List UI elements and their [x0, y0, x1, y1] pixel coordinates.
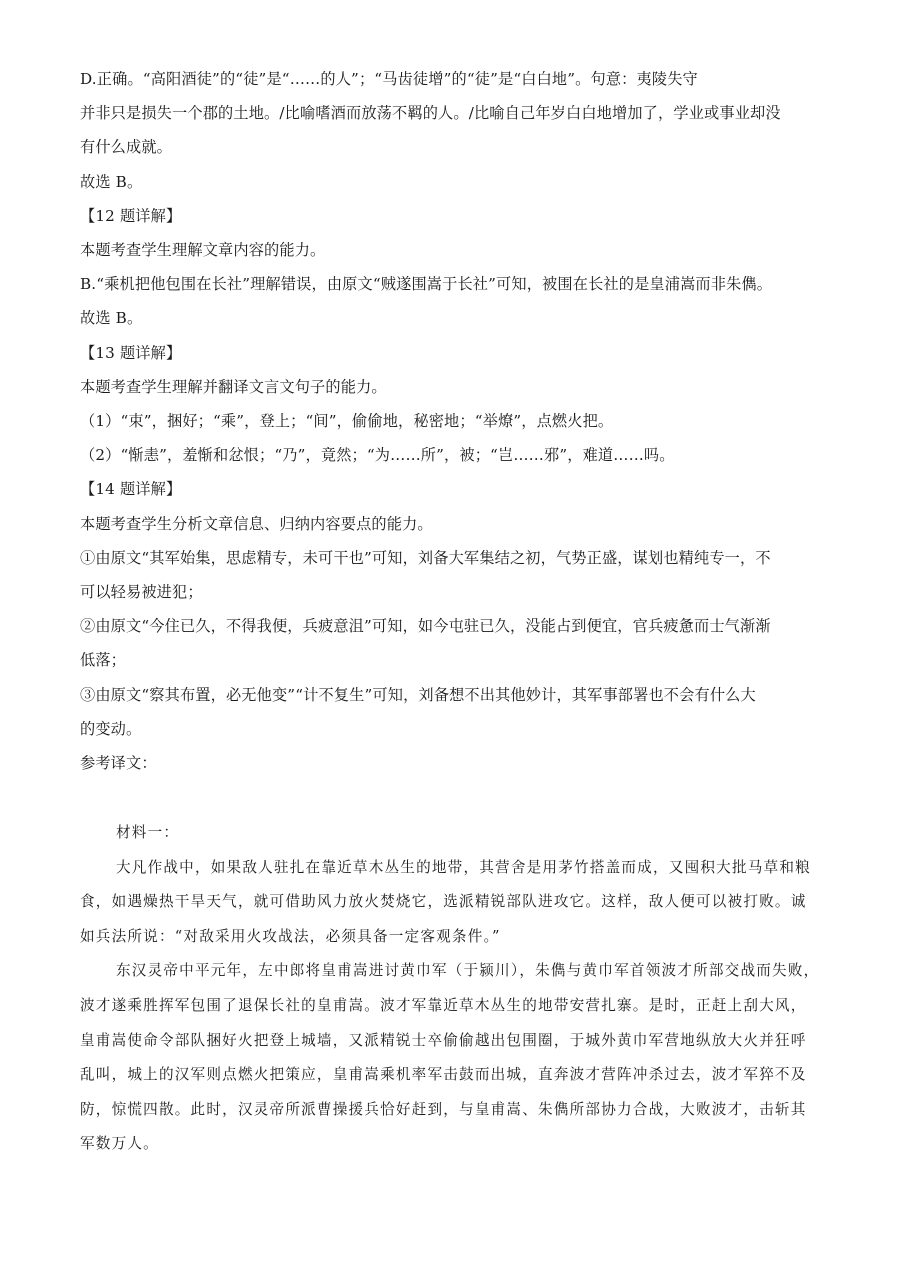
- text-line: 本题考查学生理解文章内容的能力。: [80, 241, 326, 260]
- text-line: 低落；: [80, 651, 127, 670]
- text-line: 本题考查学生分析文章信息、归纳内容要点的能力。: [80, 514, 433, 533]
- text-line: ②由原文“今住已久，不得我便，兵疲意沮”可知，如今屯驻已久，没能占到便宜，官兵疲惫而士气渐渐: [80, 617, 771, 636]
- text-line: 并非只是损失一个郡的土地。/比喻嗜酒而放荡不羁的人。/比喻自己年岁白白地增加了，学业或事业却没: [80, 104, 781, 123]
- translation-line: 大凡作战中，如果敌人驻扎在靠近草木丛生的地带，其营舍是用茅竹搭盖而成，又囤积大批马草和粮: [116, 858, 811, 876]
- text-line: 可以轻易被进犯；: [80, 583, 203, 602]
- section-heading: 【13 题详解】: [80, 343, 182, 362]
- translation-line: 波才遂乘胜挥军包围了退保长社的皇甫嵩。波才军靠近草木丛生的地带安营扎寨。是时，正赶上刮大风，: [80, 996, 807, 1014]
- translation-line: 防，惊慌四散。此时，汉灵帝所派曹操援兵恰好赶到，与皇甫嵩、朱儁所部协力合战，大败波才，击斩其: [80, 1100, 807, 1118]
- translation-line: 皇甫嵩使命令部队捆好火把登上城墙，又派精锐士卒偷偷越出包围圈，于城外黄巾军营地纵放大火并狂呼: [80, 1031, 807, 1049]
- text-line: 故选 B。: [80, 309, 143, 328]
- text-line: 有什么成就。: [80, 138, 173, 157]
- text-line: 的变动。: [80, 719, 142, 738]
- text-line: （1）“束”，捆好；“乘”，登上；“间”，偷偷地，秘密地；“举燎”，点燃火把。: [80, 412, 614, 431]
- text-line: 故选 B。: [80, 172, 143, 191]
- text-line: ③由原文“察其布置，必无他变”“计不复生”可知，刘备想不出其他妙计，其军事部署也不会有什么大: [80, 685, 756, 704]
- text-line: B.“乘机把他包围在长社”理解错误，由原文“贼遂围嵩于长社”可知，被围在长社的是皇浦嵩而非朱儁。: [80, 275, 773, 294]
- section-heading: 【14 题详解】: [80, 480, 182, 499]
- answer-explanation: [80, 62, 820, 780]
- translation-subheading: 材料一：: [116, 824, 180, 841]
- translation-line: 东汉灵帝中平元年，左中郎将皇甫嵩进讨黄巾军（于颍川），朱儁与黄巾军首领波才所部交战而失败，: [116, 962, 820, 980]
- translation-line: 食，如遇燥热干旱天气，就可借助风力放火焚烧它，选派精锐部队进攻它。这样，敌人便可以被打败。诚: [80, 893, 807, 911]
- text-line: ①由原文“其军始集，思虑精专，未可干也”可知，刘备大军集结之初，气势正盛，谋划也精纯专一，不: [80, 548, 771, 567]
- text-line: （2）“惭恚”，羞惭和忿恨；“乃”，竟然；“为……所”，被；“岂……邪”，难道……吗。: [80, 446, 675, 465]
- text-line: 参考译文：: [80, 754, 157, 773]
- text-line: D.正确。“高阳酒徒”的“徒”是“……的人”；“马齿徒增”的“徒”是“白白地”。句意：夷陵失守: [80, 70, 698, 88]
- translation-line: 乱叫，城上的汉军则点燃火把策应，皇甫嵩乘机率军击鼓而出城，直奔波才营阵冲杀过去，波才军猝不及: [80, 1066, 807, 1084]
- section-heading: 【12 题详解】: [80, 206, 182, 225]
- translation-line: 如兵法所说：“对敌采用火攻战法，必须具备一定客观条件。”: [80, 927, 501, 945]
- text-line: 本题考查学生理解并翻译文言文句子的能力。: [80, 377, 387, 396]
- translation-line: 军数万人。: [80, 1135, 159, 1153]
- reference-translation: [80, 816, 820, 1162]
